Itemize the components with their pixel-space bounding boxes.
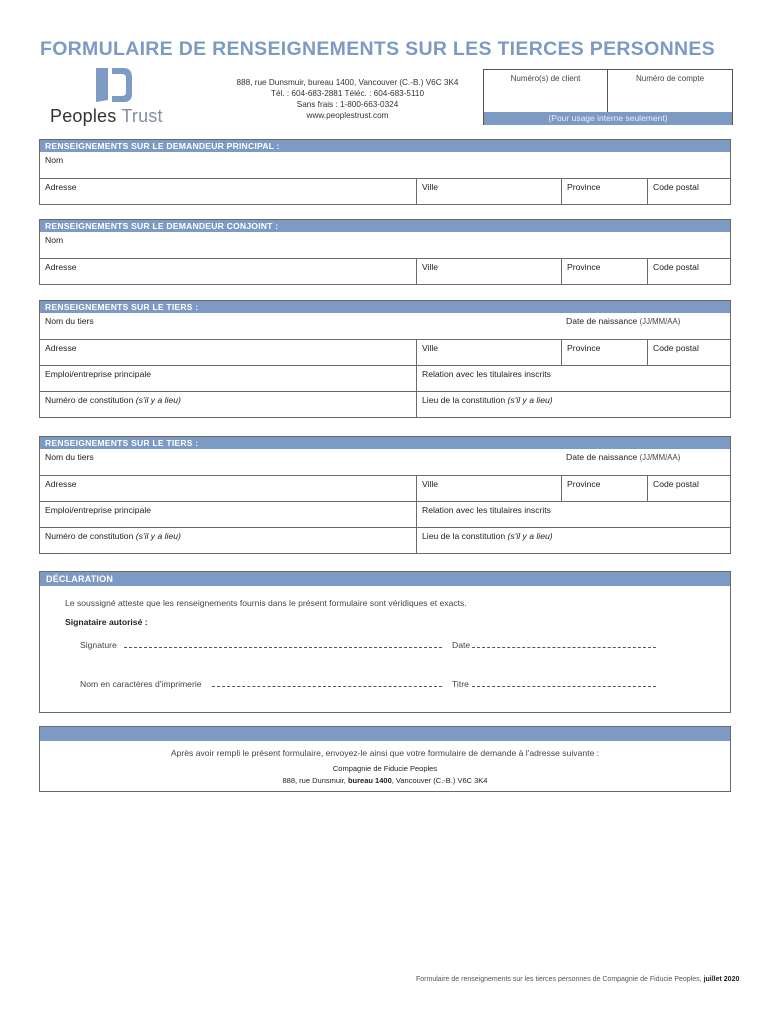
principal-applicant-section (39, 139, 731, 205)
employment-field[interactable] (40, 502, 416, 527)
date-format-hint: (JJ/MM/AA) (639, 453, 681, 462)
postal-code-field[interactable] (647, 179, 730, 204)
field-label: Code postal (653, 479, 699, 489)
company-address-block (220, 77, 475, 121)
section-heading: RENSEIGNEMENTS SUR LE TIERS : (40, 437, 730, 449)
field-label: Code postal (653, 262, 699, 272)
section-heading: DÉCLARATION (40, 572, 730, 586)
third-party-name-field[interactable] (40, 449, 561, 475)
employment-row (40, 365, 730, 391)
field-label: Numéro de constitution (45, 531, 134, 541)
optional-hint: (s'il y a lieu) (507, 395, 553, 405)
form-title: FORMULAIRE DE RENSEIGNEMENTS SUR LES TIERCES PERSONNES (40, 38, 715, 60)
logo-mark-icon (94, 66, 134, 104)
field-label: Province (567, 182, 601, 192)
birth-date-field[interactable] (561, 313, 730, 339)
address-suite: bureau 1400 (347, 776, 392, 785)
province-field[interactable] (561, 179, 647, 204)
field-label: Nom (45, 155, 64, 165)
field-label: Adresse (45, 182, 77, 192)
field-label: Date de naissance (566, 452, 638, 462)
name-field[interactable] (40, 152, 730, 178)
authorized-signatory-label: Signataire autorisé : (65, 617, 148, 627)
signature-field[interactable] (124, 640, 442, 650)
field-label: Ville (422, 343, 439, 353)
postal-code-field[interactable] (647, 259, 730, 284)
relation-field[interactable] (416, 502, 730, 527)
address-field[interactable] (40, 476, 416, 501)
field-label: Relation avec les titulaires inscrits (422, 369, 551, 379)
field-label: Nom (45, 235, 64, 245)
title-label: Titre (452, 679, 469, 689)
field-label: Code postal (653, 343, 699, 353)
footer-text: Formulaire de renseignements sur les tierces personnes de Compagnie de Fiducie Peoples, (416, 976, 702, 983)
field-label: Ville (422, 479, 439, 489)
third-party-section-2 (39, 436, 731, 554)
internal-use-box (483, 69, 733, 125)
employment-row (40, 501, 730, 527)
field-label: Nom du tiers (45, 452, 94, 462)
section-heading: RENSEIGNEMENTS SUR LE TIERS : (40, 301, 730, 313)
field-label: Numéro de constitution (45, 395, 134, 405)
field-label: Code postal (653, 182, 699, 192)
tollfree-line: Sans frais : 1-800-663-0324 (296, 100, 399, 109)
constitution-number-field[interactable] (40, 528, 416, 553)
company-name: Compagnie de Fiducie Peoples (332, 764, 438, 773)
signature-label: Signature (80, 640, 117, 650)
name-row (40, 232, 730, 258)
address-field[interactable] (40, 259, 416, 284)
constitution-row (40, 391, 730, 417)
internal-use-label: (Pour usage interne seulement) (484, 112, 732, 125)
peoples-trust-logo (46, 66, 186, 128)
logo-wordmark (50, 106, 163, 127)
section-heading: RENSEIGNEMENTS SUR LE DEMANDEUR PRINCIPAL : (40, 140, 730, 152)
city-field[interactable] (416, 179, 561, 204)
address-row (40, 258, 730, 284)
phone-line: Tél. : 604-683-2881 Téléc. : 604-683-5110 (270, 89, 425, 98)
third-party-section-1 (39, 300, 731, 418)
print-name-field[interactable] (212, 679, 442, 689)
mailing-instruction: Après avoir rempli le présent formulaire, envoyez-le ainsi que votre formulaire de demande à l'adresse suivante : (170, 748, 600, 758)
section-band (40, 727, 730, 741)
field-label: Emploi/entreprise principale (45, 505, 152, 515)
constitution-number-field[interactable] (40, 392, 416, 417)
field-label: Province (567, 262, 601, 272)
field-label: Relation avec les titulaires inscrits (422, 505, 551, 515)
optional-hint: (s'il y a lieu) (507, 531, 553, 541)
city-field[interactable] (416, 476, 561, 501)
address-street: 888, rue Dunsmuir, (282, 776, 346, 785)
relation-field[interactable] (416, 366, 730, 391)
address-row (40, 339, 730, 365)
field-label: Province (567, 343, 601, 353)
constitution-place-field[interactable] (416, 528, 730, 553)
name-field[interactable] (40, 232, 730, 258)
date-label: Date (452, 640, 471, 650)
declaration-section (39, 571, 731, 713)
address-line: 888, rue Dunsmuir, bureau 1400, Vancouver (C.-B.) V6C 3K4 (236, 78, 459, 87)
address-row (40, 475, 730, 501)
name-row (40, 313, 730, 339)
joint-applicant-section (39, 219, 731, 285)
field-label: Emploi/entreprise principale (45, 369, 152, 379)
field-label: Ville (422, 262, 439, 272)
field-label: Province (567, 479, 601, 489)
city-field[interactable] (416, 259, 561, 284)
field-label: Adresse (45, 262, 77, 272)
postal-code-field[interactable] (647, 476, 730, 501)
mailing-instructions-section (39, 726, 731, 792)
constitution-place-field[interactable] (416, 392, 730, 417)
title-field[interactable] (472, 679, 656, 689)
date-format-hint: (JJ/MM/AA) (639, 317, 681, 326)
field-label: Ville (422, 182, 439, 192)
print-name-label: Nom en caractères d'imprimerie (80, 679, 202, 689)
province-field[interactable] (561, 476, 647, 501)
field-label: Adresse (45, 343, 77, 353)
field-label: Nom du tiers (45, 316, 94, 326)
mailing-address (40, 776, 730, 785)
address-field[interactable] (40, 179, 416, 204)
address-row (40, 178, 730, 204)
name-row (40, 449, 730, 475)
account-number-field[interactable]: Numéro de compte (635, 74, 705, 83)
logo-name-bold: Peoples (50, 106, 117, 126)
field-label: Lieu de la constitution (422, 531, 506, 541)
address-city: , Vancouver (C.-B.) V6C 3K4 (391, 776, 488, 785)
field-label: Lieu de la constitution (422, 395, 506, 405)
logo-name-light: Trust (121, 106, 163, 126)
address-field[interactable] (40, 340, 416, 365)
date-field[interactable] (472, 640, 656, 650)
third-party-name-field[interactable] (40, 313, 561, 339)
form-footer (416, 976, 746, 983)
website-link[interactable]: www.peoplestrust.com (306, 111, 389, 120)
city-field[interactable] (416, 340, 561, 365)
client-number-field[interactable]: Numéro(s) de client (484, 70, 608, 112)
name-row (40, 152, 730, 178)
birth-date-field[interactable] (561, 449, 730, 475)
province-field[interactable] (561, 340, 647, 365)
province-field[interactable] (561, 259, 647, 284)
footer-date: juillet 2020 (703, 976, 740, 983)
optional-hint: (s'il y a lieu) (135, 531, 181, 541)
field-label: Adresse (45, 479, 77, 489)
employment-field[interactable] (40, 366, 416, 391)
postal-code-field[interactable] (647, 340, 730, 365)
constitution-row (40, 527, 730, 553)
optional-hint: (s'il y a lieu) (135, 395, 181, 405)
section-heading: RENSEIGNEMENTS SUR LE DEMANDEUR CONJOINT : (40, 220, 730, 232)
field-label: Date de naissance (566, 316, 638, 326)
declaration-statement: Le soussigné atteste que les renseignements fournis dans le présent formulaire sont véridiques et exacts. (65, 598, 467, 608)
